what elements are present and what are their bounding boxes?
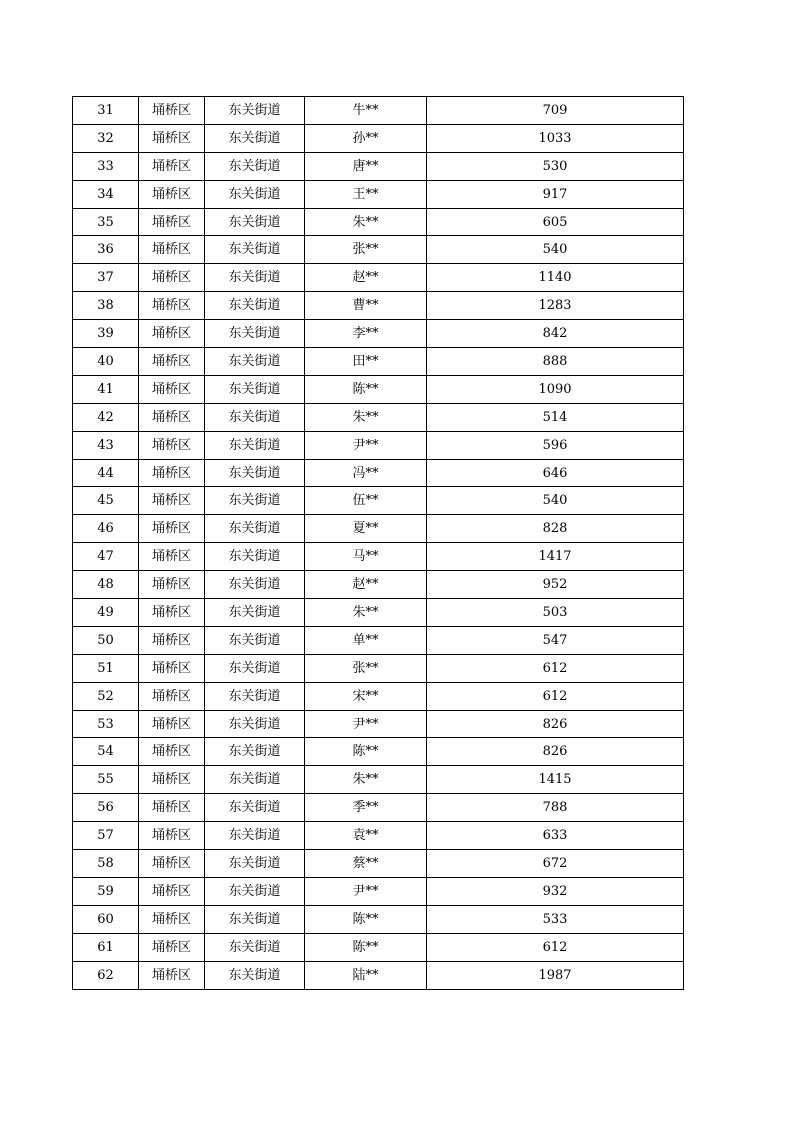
table-row — [73, 403, 684, 431]
street-cell: 东关街道 — [205, 850, 305, 878]
row-number-cell: 32 — [73, 124, 139, 152]
street-cell: 东关街道 — [205, 961, 305, 989]
name-cell: 朱** — [305, 766, 427, 794]
row-number-cell: 60 — [73, 905, 139, 933]
district-cell: 埇桥区 — [139, 320, 205, 348]
amount-cell: 672 — [427, 850, 684, 878]
row-number-cell: 56 — [73, 794, 139, 822]
street-cell: 东关街道 — [205, 236, 305, 264]
table-row — [73, 933, 684, 961]
street-cell: 东关街道 — [205, 794, 305, 822]
street-cell: 东关街道 — [205, 348, 305, 376]
table-row — [73, 236, 684, 264]
name-cell: 蔡** — [305, 850, 427, 878]
district-cell: 埇桥区 — [139, 431, 205, 459]
table-row — [73, 292, 684, 320]
amount-cell: 530 — [427, 152, 684, 180]
street-cell: 东关街道 — [205, 459, 305, 487]
row-number-cell: 40 — [73, 348, 139, 376]
name-cell: 张** — [305, 654, 427, 682]
row-number-cell: 47 — [73, 543, 139, 571]
district-cell: 埇桥区 — [139, 710, 205, 738]
table-row — [73, 850, 684, 878]
row-number-cell: 55 — [73, 766, 139, 794]
table-row — [73, 738, 684, 766]
row-number-cell: 33 — [73, 152, 139, 180]
amount-cell: 917 — [427, 180, 684, 208]
street-cell: 东关街道 — [205, 626, 305, 654]
name-cell: 季** — [305, 794, 427, 822]
amount-cell: 888 — [427, 348, 684, 376]
row-number-cell: 44 — [73, 459, 139, 487]
amount-cell: 605 — [427, 208, 684, 236]
table-row — [73, 97, 684, 125]
street-cell: 东关街道 — [205, 208, 305, 236]
street-cell: 东关街道 — [205, 905, 305, 933]
table-row — [73, 124, 684, 152]
district-cell: 埇桥区 — [139, 571, 205, 599]
district-cell: 埇桥区 — [139, 599, 205, 627]
district-cell: 埇桥区 — [139, 682, 205, 710]
district-cell: 埇桥区 — [139, 459, 205, 487]
name-cell: 陆** — [305, 961, 427, 989]
street-cell: 东关街道 — [205, 264, 305, 292]
district-cell: 埇桥区 — [139, 766, 205, 794]
table-row — [73, 152, 684, 180]
table-row — [73, 710, 684, 738]
name-cell: 田** — [305, 348, 427, 376]
district-cell: 埇桥区 — [139, 375, 205, 403]
amount-cell: 932 — [427, 877, 684, 905]
district-cell: 埇桥区 — [139, 124, 205, 152]
row-number-cell: 49 — [73, 599, 139, 627]
row-number-cell: 53 — [73, 710, 139, 738]
table-row — [73, 375, 684, 403]
amount-cell: 633 — [427, 822, 684, 850]
street-cell: 东关街道 — [205, 375, 305, 403]
row-number-cell: 41 — [73, 375, 139, 403]
name-cell: 尹** — [305, 431, 427, 459]
table-row — [73, 180, 684, 208]
name-cell: 王** — [305, 180, 427, 208]
district-cell: 埇桥区 — [139, 905, 205, 933]
street-cell: 东关街道 — [205, 543, 305, 571]
table-row — [73, 905, 684, 933]
amount-cell: 646 — [427, 459, 684, 487]
name-cell: 陈** — [305, 375, 427, 403]
street-cell: 东关街道 — [205, 515, 305, 543]
row-number-cell: 57 — [73, 822, 139, 850]
street-cell: 东关街道 — [205, 320, 305, 348]
district-cell: 埇桥区 — [139, 543, 205, 571]
row-number-cell: 43 — [73, 431, 139, 459]
street-cell: 东关街道 — [205, 487, 305, 515]
district-cell: 埇桥区 — [139, 292, 205, 320]
row-number-cell: 58 — [73, 850, 139, 878]
table-row — [73, 515, 684, 543]
amount-cell: 826 — [427, 738, 684, 766]
district-cell: 埇桥区 — [139, 515, 205, 543]
row-number-cell: 48 — [73, 571, 139, 599]
row-number-cell: 50 — [73, 626, 139, 654]
amount-cell: 514 — [427, 403, 684, 431]
street-cell: 东关街道 — [205, 124, 305, 152]
name-cell: 唐** — [305, 152, 427, 180]
district-cell: 埇桥区 — [139, 403, 205, 431]
street-cell: 东关街道 — [205, 710, 305, 738]
street-cell: 东关街道 — [205, 654, 305, 682]
district-cell: 埇桥区 — [139, 348, 205, 376]
name-cell: 张** — [305, 236, 427, 264]
table-row — [73, 348, 684, 376]
street-cell: 东关街道 — [205, 180, 305, 208]
amount-cell: 826 — [427, 710, 684, 738]
amount-cell: 612 — [427, 933, 684, 961]
subsidy-table — [72, 96, 684, 990]
row-number-cell: 36 — [73, 236, 139, 264]
name-cell: 陈** — [305, 738, 427, 766]
street-cell: 东关街道 — [205, 571, 305, 599]
amount-cell: 952 — [427, 571, 684, 599]
street-cell: 东关街道 — [205, 933, 305, 961]
name-cell: 朱** — [305, 403, 427, 431]
table-body — [73, 97, 684, 990]
amount-cell: 1140 — [427, 264, 684, 292]
amount-cell: 547 — [427, 626, 684, 654]
name-cell: 冯** — [305, 459, 427, 487]
table-row — [73, 571, 684, 599]
table-row — [73, 543, 684, 571]
street-cell: 东关街道 — [205, 403, 305, 431]
name-cell: 朱** — [305, 208, 427, 236]
row-number-cell: 51 — [73, 654, 139, 682]
street-cell: 东关街道 — [205, 738, 305, 766]
table-row — [73, 794, 684, 822]
amount-cell: 842 — [427, 320, 684, 348]
name-cell: 赵** — [305, 571, 427, 599]
district-cell: 埇桥区 — [139, 97, 205, 125]
table-row — [73, 431, 684, 459]
name-cell: 孙** — [305, 124, 427, 152]
row-number-cell: 59 — [73, 877, 139, 905]
amount-cell: 709 — [427, 97, 684, 125]
table-row — [73, 208, 684, 236]
name-cell: 陈** — [305, 905, 427, 933]
name-cell: 尹** — [305, 877, 427, 905]
name-cell: 李** — [305, 320, 427, 348]
district-cell: 埇桥区 — [139, 794, 205, 822]
street-cell: 东关街道 — [205, 682, 305, 710]
amount-cell: 540 — [427, 487, 684, 515]
district-cell: 埇桥区 — [139, 654, 205, 682]
street-cell: 东关街道 — [205, 152, 305, 180]
name-cell: 尹** — [305, 710, 427, 738]
table-row — [73, 654, 684, 682]
district-cell: 埇桥区 — [139, 152, 205, 180]
table-row — [73, 877, 684, 905]
amount-cell: 828 — [427, 515, 684, 543]
amount-cell: 533 — [427, 905, 684, 933]
name-cell: 宋** — [305, 682, 427, 710]
table-row — [73, 961, 684, 989]
table-row — [73, 599, 684, 627]
name-cell: 朱** — [305, 599, 427, 627]
district-cell: 埇桥区 — [139, 961, 205, 989]
table-row — [73, 766, 684, 794]
amount-cell: 612 — [427, 682, 684, 710]
row-number-cell: 52 — [73, 682, 139, 710]
district-cell: 埇桥区 — [139, 850, 205, 878]
name-cell: 马** — [305, 543, 427, 571]
amount-cell: 788 — [427, 794, 684, 822]
amount-cell: 612 — [427, 654, 684, 682]
amount-cell: 1415 — [427, 766, 684, 794]
name-cell: 伍** — [305, 487, 427, 515]
row-number-cell: 34 — [73, 180, 139, 208]
table-row — [73, 682, 684, 710]
district-cell: 埇桥区 — [139, 208, 205, 236]
street-cell: 东关街道 — [205, 877, 305, 905]
district-cell: 埇桥区 — [139, 180, 205, 208]
street-cell: 东关街道 — [205, 292, 305, 320]
district-cell: 埇桥区 — [139, 236, 205, 264]
district-cell: 埇桥区 — [139, 877, 205, 905]
district-cell: 埇桥区 — [139, 933, 205, 961]
amount-cell: 540 — [427, 236, 684, 264]
name-cell: 夏** — [305, 515, 427, 543]
amount-cell: 1417 — [427, 543, 684, 571]
district-cell: 埇桥区 — [139, 264, 205, 292]
row-number-cell: 45 — [73, 487, 139, 515]
row-number-cell: 38 — [73, 292, 139, 320]
amount-cell: 596 — [427, 431, 684, 459]
row-number-cell: 42 — [73, 403, 139, 431]
amount-cell: 503 — [427, 599, 684, 627]
row-number-cell: 54 — [73, 738, 139, 766]
street-cell: 东关街道 — [205, 822, 305, 850]
amount-cell: 1090 — [427, 375, 684, 403]
row-number-cell: 62 — [73, 961, 139, 989]
document-table-container — [72, 96, 683, 990]
table-row — [73, 459, 684, 487]
name-cell: 曹** — [305, 292, 427, 320]
row-number-cell: 46 — [73, 515, 139, 543]
row-number-cell: 35 — [73, 208, 139, 236]
district-cell: 埇桥区 — [139, 738, 205, 766]
name-cell: 单** — [305, 626, 427, 654]
district-cell: 埇桥区 — [139, 487, 205, 515]
name-cell: 赵** — [305, 264, 427, 292]
amount-cell: 1987 — [427, 961, 684, 989]
table-row — [73, 626, 684, 654]
amount-cell: 1033 — [427, 124, 684, 152]
name-cell: 袁** — [305, 822, 427, 850]
street-cell: 东关街道 — [205, 97, 305, 125]
row-number-cell: 61 — [73, 933, 139, 961]
name-cell: 牛** — [305, 97, 427, 125]
table-row — [73, 487, 684, 515]
name-cell: 陈** — [305, 933, 427, 961]
row-number-cell: 37 — [73, 264, 139, 292]
amount-cell: 1283 — [427, 292, 684, 320]
district-cell: 埇桥区 — [139, 822, 205, 850]
row-number-cell: 39 — [73, 320, 139, 348]
street-cell: 东关街道 — [205, 431, 305, 459]
table-row — [73, 822, 684, 850]
street-cell: 东关街道 — [205, 599, 305, 627]
street-cell: 东关街道 — [205, 766, 305, 794]
table-row — [73, 320, 684, 348]
table-row — [73, 264, 684, 292]
district-cell: 埇桥区 — [139, 626, 205, 654]
row-number-cell: 31 — [73, 97, 139, 125]
